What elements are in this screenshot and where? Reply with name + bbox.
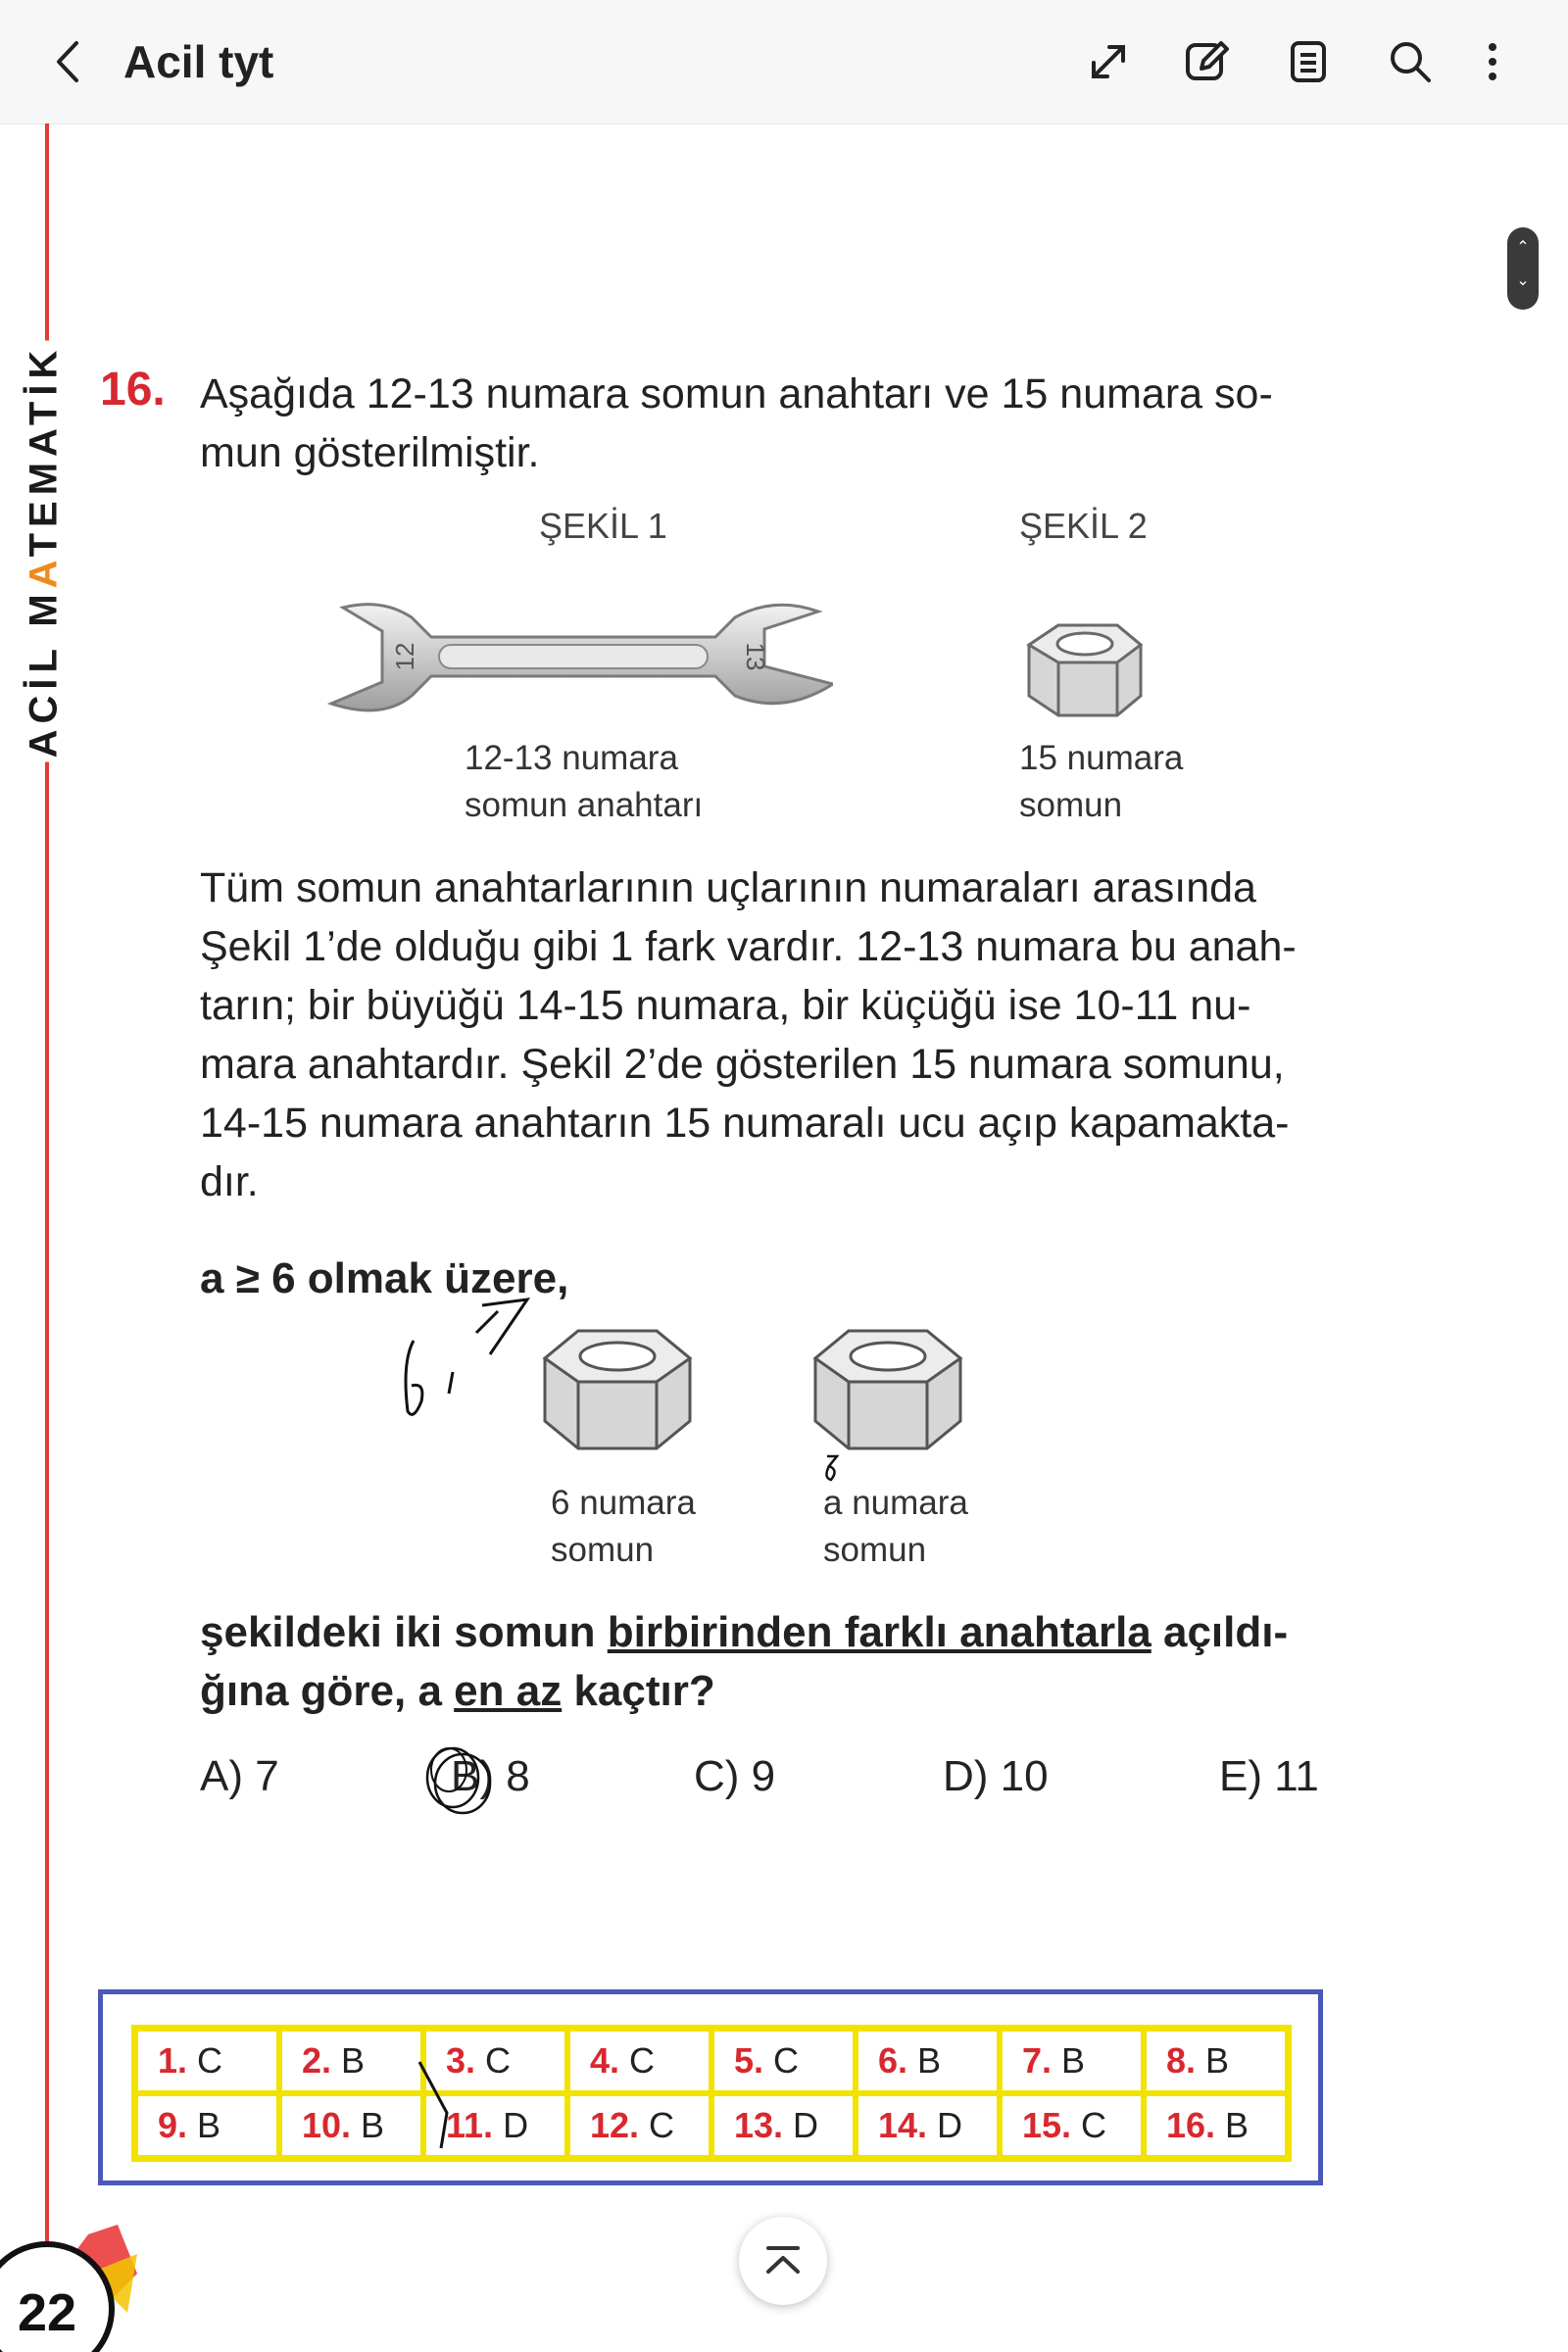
edit-icon[interactable] xyxy=(1180,35,1233,88)
question-paragraph: Tüm somun anahtarlarının uçlarının numaraları arasında Şekil 1’de olduğu gibi 1 fark vardır. 12-13 numara bu anah- tarın; bir büyüğü 14-15 numara, bir küçüğü ise 10-11 nu- mara anahtardır. Şekil 2’de gösterilen 15 numara somunu, 14-15 numara anahtarın 15 numaralı ucu açıp kapamakta- dır. xyxy=(200,864,1297,1205)
wrench-illustration xyxy=(323,588,833,725)
wrench-right-number: 13 xyxy=(741,642,770,671)
question-condition: a ≥ 6 olmak üzere, xyxy=(200,1254,569,1302)
page-number-badge xyxy=(0,2215,137,2352)
chevron-up-icon: ⌃ xyxy=(1516,239,1530,256)
answer-cell: 11. D xyxy=(423,2093,567,2158)
question-intro: Aşağıda 12-13 numara somun anahtarı ve 15 numara so- mun gösterilmiştir. xyxy=(200,370,1273,476)
figure2-title: ŞEKİL 2 xyxy=(1019,506,1148,546)
scroll-to-top-button[interactable] xyxy=(739,2217,827,2305)
choice-b[interactable]: B) 8 xyxy=(451,1752,530,1800)
brand-text: ACİL MATEMATİK xyxy=(23,341,67,762)
nut-a-illustration xyxy=(809,1323,966,1455)
answer-cell: 9. B xyxy=(135,2093,279,2158)
brand-vertical xyxy=(0,333,94,764)
expand-icon[interactable] xyxy=(1082,35,1135,88)
nut6-illustration xyxy=(539,1323,696,1455)
page-number: 22 xyxy=(17,2283,77,2342)
app-toolbar xyxy=(0,0,1568,124)
answer-cell: 6. B xyxy=(856,2029,1000,2093)
nut6-caption: 6 numara somun xyxy=(551,1484,696,1569)
scroll-handle[interactable] xyxy=(1507,227,1539,310)
answer-cell: 15. C xyxy=(1000,2093,1144,2158)
answer-cell: 3. C xyxy=(423,2029,567,2093)
question-prompt: şekildeki iki somun birbirinden farklı anahtarla açıldı- ğına göre, a en az kaçtır? xyxy=(200,1608,1289,1715)
document-title: Acil tyt xyxy=(123,36,274,87)
answer-cell: 4. C xyxy=(567,2029,711,2093)
question-number: 16. xyxy=(100,364,166,416)
answer-cell: 16. B xyxy=(1144,2093,1288,2158)
reader-mode-icon[interactable] xyxy=(1282,35,1335,88)
choice-a[interactable]: A) 7 xyxy=(200,1752,279,1800)
nut15-illustration xyxy=(1019,617,1147,725)
choice-b-scribble xyxy=(410,1740,508,1829)
choice-c[interactable]: C) 9 xyxy=(694,1752,776,1800)
nut-a-caption: a numara somun xyxy=(823,1484,968,1569)
answer-cell: 5. C xyxy=(711,2029,856,2093)
answer-cell: 14. D xyxy=(856,2093,1000,2158)
choice-e[interactable]: E) 11 xyxy=(1219,1752,1319,1800)
choice-d[interactable]: D) 10 xyxy=(943,1752,1049,1800)
handwritten-note xyxy=(392,1284,549,1431)
chevron-down-icon: ⌄ xyxy=(1516,272,1530,289)
search-icon[interactable] xyxy=(1384,35,1437,88)
figure2-caption: 15 numara somun xyxy=(1019,739,1184,824)
scroll-top-icon xyxy=(739,2217,827,2305)
answer-cell: 2. B xyxy=(279,2029,423,2093)
figure1-caption: 12-13 numara somun anahtarı xyxy=(465,739,704,824)
answer-cell: 7. B xyxy=(1000,2029,1144,2093)
answer-cell: 1. C xyxy=(135,2029,279,2093)
figure1-title: ŞEKİL 1 xyxy=(539,506,667,546)
answer-cell: 13. D xyxy=(711,2093,856,2158)
wrench-left-number: 12 xyxy=(390,642,419,671)
answer-cell: 12. C xyxy=(567,2093,711,2158)
answer-cell: 10. B xyxy=(279,2093,423,2158)
answer-cell: 8. B xyxy=(1144,2029,1288,2093)
more-options-icon[interactable] xyxy=(1466,35,1519,88)
back-arrow-icon[interactable] xyxy=(43,35,96,88)
answer-key-scribble xyxy=(412,2058,461,2152)
answer-key-grid xyxy=(131,2025,1292,2162)
